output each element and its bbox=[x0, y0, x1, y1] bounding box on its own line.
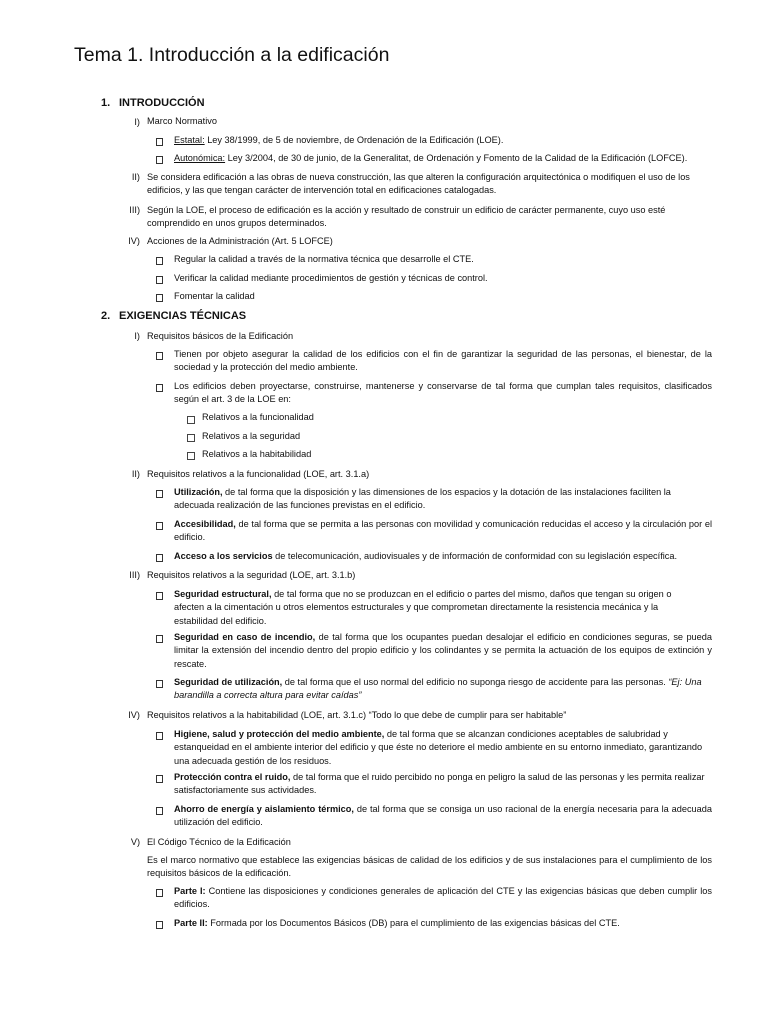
underlined-label: Autonómica: bbox=[174, 153, 226, 163]
bold-label: Accesibilidad, bbox=[174, 519, 236, 529]
bullet-icon bbox=[156, 552, 168, 564]
bullet-icon bbox=[156, 136, 168, 148]
bullet-text: Ley 38/1999, de 5 de noviembre, de Ordenación de la Edificación (LOE). bbox=[204, 135, 504, 145]
roman-numeral: I) bbox=[134, 331, 140, 341]
bullet-item bbox=[174, 631, 712, 671]
roman-numeral: II) bbox=[131, 469, 140, 479]
bold-label: Utilización, bbox=[174, 487, 223, 497]
bullet-icon bbox=[156, 255, 168, 267]
item-text: El Código Técnico de la Edificación bbox=[147, 837, 291, 847]
sub-item: Relativos a la habitabilidad bbox=[202, 449, 312, 459]
bullet-text: de tal forma que el ruido percibido no ponga en peligro la salud de las personas y les permita realizar satisfactoriamente sus actividades. bbox=[174, 772, 705, 796]
bullet-text: Ley 3/2004, de 30 de junio, de la Generalitat, de Ordenación y Fomento de la Calidad de la Edificación (LOFCE). bbox=[225, 153, 688, 163]
bullet-item bbox=[174, 771, 712, 798]
bullet-item bbox=[174, 518, 712, 545]
item-text: Requisitos relativos a la funcionalidad (LOE, art. 3.1.a) bbox=[147, 469, 370, 479]
bullet-text: de telecomunicación, audiovisuales y de información de conformidad con su legislación específica. bbox=[272, 551, 678, 561]
bold-label: Higiene, salud y protección del medio ambiente, bbox=[174, 729, 385, 739]
bold-label: Seguridad de utilización, bbox=[174, 677, 283, 687]
bullet-item bbox=[174, 676, 712, 703]
bullet-text: de tal forma que no se produzcan en el edificio o partes del mismo, daños que tengan su origen o afecten a la cimentación u otros elementos estructurales y que comprometan directamente la resistencia mecánica y la estabilidad del edificio. bbox=[174, 589, 672, 626]
item-text: Marco Normativo bbox=[147, 116, 217, 126]
square-bullet-icon bbox=[187, 416, 195, 424]
bullet-item bbox=[174, 152, 712, 165]
bold-label: Protección contra el ruido, bbox=[174, 772, 291, 782]
roman-numeral: III) bbox=[129, 570, 140, 580]
bullet-icon bbox=[156, 678, 168, 690]
bullet-icon bbox=[156, 154, 168, 166]
bold-label: Parte II: bbox=[174, 918, 208, 928]
underlined-label: Estatal: bbox=[174, 135, 205, 145]
bullet-item: Verificar la calidad mediante procedimientos de gestión y técnicas de control. bbox=[174, 273, 488, 283]
bullet-text: de tal forma que el uso normal del edificio no suponga riesgo de accidente para las personas. bbox=[282, 677, 669, 687]
sub-item: Relativos a la funcionalidad bbox=[202, 412, 314, 422]
item-text: Requisitos relativos a la seguridad (LOE, art. 3.1.b) bbox=[147, 570, 356, 580]
bullet-icon bbox=[156, 488, 168, 500]
section-title: EXIGENCIAS TÉCNICAS bbox=[119, 310, 247, 322]
bullet-text: de tal forma que se permita a las personas con movilidad y comunicación reducidas el acceso y la circulación por el edificio. bbox=[174, 519, 712, 543]
item-text: Requisitos básicos de la Edificación bbox=[147, 331, 294, 341]
bullet-item bbox=[174, 803, 712, 830]
bullet-item: Tienen por objeto asegurar la calidad de los edificios con el fin de garantizar la seguridad de las personas, el bienestar, de la sociedad y la protección del medio ambiente. bbox=[174, 349, 712, 373]
bullet-icon bbox=[156, 805, 168, 817]
roman-numeral: I) bbox=[134, 117, 140, 127]
bullet-icon bbox=[156, 730, 168, 742]
bullet-item bbox=[174, 588, 686, 628]
item-text: Acciones de la Administración (Art. 5 LOFCE) bbox=[147, 236, 333, 246]
square-bullet-icon bbox=[187, 434, 195, 442]
roman-numeral: IV) bbox=[128, 236, 140, 246]
square-bullet-icon bbox=[187, 452, 195, 460]
item-text: Requisitos relativos a la habitabilidad (LOE, art. 3.1.c) “Todo lo que debe de cumplir para ser habitable” bbox=[147, 710, 567, 720]
bold-label: Seguridad en caso de incendio, bbox=[174, 632, 316, 642]
bullet-text: Contiene las disposiciones y condiciones generales de aplicación del CTE y las exigencias básicas que deben cumplir los edificios. bbox=[174, 886, 712, 910]
bullet-item: Regular la calidad a través de la normativa técnica que desarrolle el CTE. bbox=[174, 254, 474, 264]
bullet-icon bbox=[156, 919, 168, 931]
sub-item: Relativos a la seguridad bbox=[202, 431, 301, 441]
bullet-item bbox=[174, 486, 712, 513]
bold-label: Acceso a los servicios bbox=[174, 551, 273, 561]
roman-numeral: V) bbox=[130, 837, 140, 847]
italic-example: “Ej: Una barandilla a correcta altura para evitar caídas” bbox=[174, 677, 702, 701]
section-number: 1. bbox=[101, 97, 111, 109]
bullet-item bbox=[174, 885, 712, 912]
item-text: Según la LOE, el proceso de edificación es la acción y resultado de construir un edificio de carácter permanente, cuyo uso esté comprendido en unos grupos determinados. bbox=[147, 205, 666, 229]
bullet-item: Los edificios deben proyectarse, construirse, mantenerse y conservarse de tal forma que cumplan tales requisitos, clasificados según el art. 3 de la LOE en: bbox=[174, 381, 712, 405]
bold-label: Parte I: bbox=[174, 886, 206, 896]
bullet-icon bbox=[156, 292, 168, 304]
bullet-icon bbox=[156, 274, 168, 286]
roman-numeral: II) bbox=[131, 172, 140, 182]
bullet-text: de tal forma que la disposición y las dimensiones de los espacios y la dotación de las instalaciones faciliten la adecuada realización de las funciones previstas en el edificio. bbox=[174, 487, 671, 511]
bullet-icon bbox=[156, 887, 168, 899]
bullet-item bbox=[174, 917, 712, 930]
bullet-item: Fomentar la calidad bbox=[174, 291, 255, 301]
bold-label: Seguridad estructural, bbox=[174, 589, 272, 599]
item-text: Se considera edificación a las obras de nueva construcción, las que alteren la configuración arquitectónica o modifiquen el uso de los edificios, y las que tengan carácter de intervención total en edificaciones catalogadas. bbox=[147, 172, 690, 196]
bullet-item bbox=[174, 134, 712, 147]
bullet-text: Formada por los Documentos Básicos (DB) para el cumplimiento de las exigencias básicas del CTE. bbox=[207, 918, 620, 928]
bullet-text: de tal forma que se consiga un uso racional de la energía necesaria para la adecuada utilización del edificio. bbox=[174, 804, 712, 828]
roman-numeral: III) bbox=[129, 205, 140, 215]
paragraph: Es el marco normativo que establece las exigencias básicas de calidad de los edificios y de sus instalaciones para el cumplimiento de los requisitos básicos de la edificación. bbox=[147, 855, 712, 879]
bullet-icon bbox=[156, 520, 168, 532]
page-title: Tema 1. Introducción a la edificación bbox=[74, 44, 390, 66]
bullet-item bbox=[174, 728, 712, 768]
roman-numeral: IV) bbox=[128, 710, 140, 720]
section-number: 2. bbox=[101, 310, 111, 322]
section-title: INTRODUCCIÓN bbox=[119, 97, 205, 109]
bullet-text: de tal forma que los ocupantes puedan desalojar el edificio en condiciones seguras, se pueda limitar la extensión del incendio dentro del propio edificio y los colindantes y se permita la actuación de los equipos de extinción y rescate. bbox=[174, 632, 712, 669]
bullet-item bbox=[174, 550, 712, 563]
bullet-icon bbox=[156, 633, 168, 645]
bullet-text: de tal forma que se alcanzan condiciones aceptables de salubridad y estanqueidad en el ambiente interior del edificio y que éste no deteriore el medio ambiente en su entorno inmediato, garantizando una adecuada gestión de los residuos. bbox=[174, 729, 703, 766]
bullet-icon bbox=[156, 590, 168, 602]
bullet-icon bbox=[156, 350, 168, 362]
bullet-icon bbox=[156, 382, 168, 394]
bold-label: Ahorro de energía y aislamiento térmico, bbox=[174, 804, 354, 814]
bullet-icon bbox=[156, 773, 168, 785]
